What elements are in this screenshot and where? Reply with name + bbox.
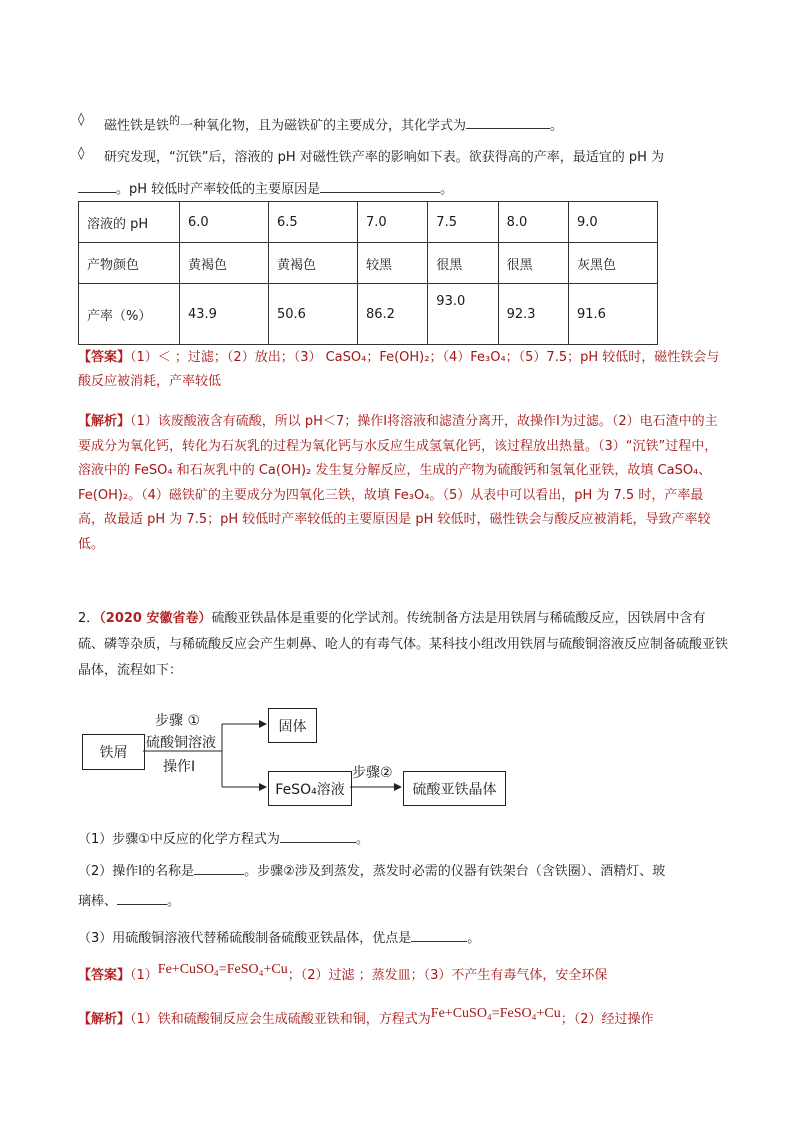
sub-question-text: （3）用硫酸铜溶液代替稀硫酸制备硫酸亚铁晶体，优点是 bbox=[78, 931, 412, 946]
sub-question-text: 璃棒、 bbox=[78, 894, 118, 909]
flow-label-cuso4: 硫酸铜溶液 bbox=[146, 735, 216, 751]
flow-box-feso4-solution: FeSO₄溶液 bbox=[268, 771, 352, 806]
table-cell: 50.6 bbox=[268, 284, 357, 345]
flow-label-step2: 步骤② bbox=[352, 765, 393, 781]
answer-blank[interactable] bbox=[280, 830, 356, 843]
analysis-tag: 【解析】 bbox=[78, 1012, 131, 1027]
flow-box-product: 硫酸亚铁晶体 bbox=[403, 771, 506, 806]
table-cell: 7.0 bbox=[357, 202, 427, 243]
analysis-tag: 【解析】 bbox=[78, 414, 131, 429]
answer-text: ；（2）过滤 ；蒸发皿；（3）不产生有毒气体，安全环保 bbox=[287, 968, 608, 983]
question-source: （2020 安徽省卷） bbox=[99, 611, 212, 626]
punct: 。 bbox=[550, 118, 564, 134]
table-cell: 溶液的 pH bbox=[79, 202, 180, 243]
table-cell: 91.6 bbox=[568, 284, 657, 345]
answer-paragraph-1 bbox=[78, 346, 728, 394]
analysis-text: ；（2）经过操作 bbox=[560, 1012, 654, 1027]
answer-tag: 【答案】 bbox=[78, 968, 131, 983]
analysis-paragraph-1 bbox=[78, 410, 728, 557]
table-cell: 黄褐色 bbox=[268, 243, 357, 284]
answer-blank[interactable] bbox=[320, 180, 440, 193]
answer-blank[interactable] bbox=[411, 929, 467, 942]
bullet: ◊ bbox=[78, 146, 85, 161]
table-row bbox=[79, 284, 658, 345]
analysis-text: （1）铁和硫酸铜反应会生成硫酸亚铁和铜，方程式为 bbox=[130, 1012, 431, 1027]
ph-yield-table bbox=[78, 201, 658, 345]
answer-text: （1） bbox=[130, 968, 158, 983]
item-text: 磁性铁是铁 bbox=[104, 118, 170, 134]
equation: Fe+CuSO₄=FeSO₄+Cu bbox=[157, 962, 288, 977]
answer-paragraph-2 bbox=[78, 964, 607, 984]
answer-blank[interactable] bbox=[194, 862, 244, 875]
analysis-paragraph-2 bbox=[78, 1008, 654, 1028]
table-cell: 产物颜色 bbox=[79, 243, 180, 284]
table-cell: 很黑 bbox=[428, 243, 498, 284]
punct: 。 bbox=[167, 894, 181, 909]
table-cell: 6.0 bbox=[180, 202, 269, 243]
item-text: 。pH 较低时产率较低的主要原因是 bbox=[116, 182, 321, 197]
question-text: 硫酸亚铁晶体是重要的化学试剂。传统制备方法是用铁屑与稀硫酸反应，因铁屑中含有硫、磷等杂质，与稀硫酸反应会产生刺鼻、呛人的有毒气体。某科技小组改用铁屑与硫酸铜溶液反应制备硫酸亚铁晶体，流程如下： bbox=[78, 611, 729, 678]
equation: Fe+CuSO₄=FeSO₄+Cu bbox=[430, 1006, 561, 1021]
item-text: 一种氧化物，且为磁铁矿的主要成分，其化学式为 bbox=[180, 118, 467, 134]
sub-question-text: 。步骤②涉及到蒸发，蒸发时必需的仪器有铁架台（含铁圈）、酒精灯、玻 bbox=[244, 864, 666, 879]
answer-blank[interactable] bbox=[466, 116, 550, 129]
bullet: ◊ bbox=[78, 112, 85, 127]
item-magnetite bbox=[104, 112, 563, 133]
sub-question-2-line2 bbox=[78, 890, 180, 909]
table-cell: 8.0 bbox=[498, 202, 568, 243]
flow-box-iron-filings: 铁屑 bbox=[82, 734, 145, 770]
table-cell: 92.3 bbox=[498, 284, 568, 345]
answer-blank[interactable] bbox=[78, 180, 116, 193]
flow-label-operation1: 操作Ⅰ bbox=[163, 759, 196, 775]
analysis-text: （1）该废酸液含有硫酸，所以 pH＜7；操作Ⅰ将溶液和滤渣分离开，故操作Ⅰ为过滤。（2）电石渣中的主要成分为氧化钙，转化为石灰乳的过程为氧化钙与水反应生成氢氧化钙，该过程放出热量。（3）“沉铁”过程中，溶液中的 FeSO₄ 和石灰乳中的 Ca(OH)₂ 发生复分解反应，生成的产物为硫酸钙和氢氧化亚铁，故填 CaSO₄、Fe(OH)₂。（4）磁铁矿的主要成分为四氧化三铁，故填 Fe₃O₄。（5）从表中可以看出，pH 为 7.5 时，产率最高，故最适 pH 为 7.5；pH 较低时产率较低的主要原因是 pH 较低时，磁性铁会与酸反应被消耗，导致产率较低。 bbox=[78, 414, 718, 552]
table-cell: 很黑 bbox=[498, 243, 568, 284]
answer-text: （1）＜ ；过滤；（2）放出；（3） CaSO₄；Fe(OH)₂；（4）Fe₃O₄；（5）7.5；pH 较低时，磁性铁会与酸反应被消耗，产率较低 bbox=[78, 350, 720, 389]
table-cell: 产率（%） bbox=[79, 284, 180, 345]
table-cell: 6.5 bbox=[268, 202, 357, 243]
answer-blank[interactable] bbox=[117, 892, 167, 905]
table-cell: 较黑 bbox=[357, 243, 427, 284]
flow-label-step1: 步骤 ① bbox=[155, 713, 201, 729]
question-2-stem bbox=[78, 606, 728, 684]
item-ph-study: 研究发现，“沉铁”后，溶液的 pH 对磁性铁产率的影响如下表。欲获得高的产率，最适宜的 pH 为 bbox=[104, 150, 665, 165]
item-ph-study-line2 bbox=[78, 178, 453, 197]
table-row bbox=[79, 202, 658, 243]
table-cell: 黄褐色 bbox=[180, 243, 269, 284]
punct: 。 bbox=[467, 931, 481, 946]
punct: 。 bbox=[355, 832, 369, 847]
table-cell: 7.5 bbox=[428, 202, 498, 243]
table-cell: 9.0 bbox=[568, 202, 657, 243]
sub-question-text: （2）操作Ⅰ的名称是 bbox=[78, 864, 195, 879]
answer-tag: 【答案】 bbox=[78, 350, 131, 365]
sub-question-1 bbox=[78, 828, 369, 847]
table-cell: 93.0 bbox=[428, 284, 498, 345]
table-cell: 灰黑色 bbox=[568, 243, 657, 284]
sub-question-2 bbox=[78, 860, 665, 879]
sub-question-3 bbox=[78, 927, 480, 946]
question-number: 2． bbox=[78, 611, 100, 626]
superscript-char: 的 bbox=[169, 114, 181, 127]
table-cell: 43.9 bbox=[180, 284, 269, 345]
flow-box-solid: 固体 bbox=[268, 708, 317, 743]
table-row bbox=[79, 243, 658, 284]
punct: 。 bbox=[440, 182, 454, 197]
table-cell: 86.2 bbox=[357, 284, 427, 345]
sub-question-text: （1）步骤①中反应的化学方程式为 bbox=[78, 832, 280, 847]
